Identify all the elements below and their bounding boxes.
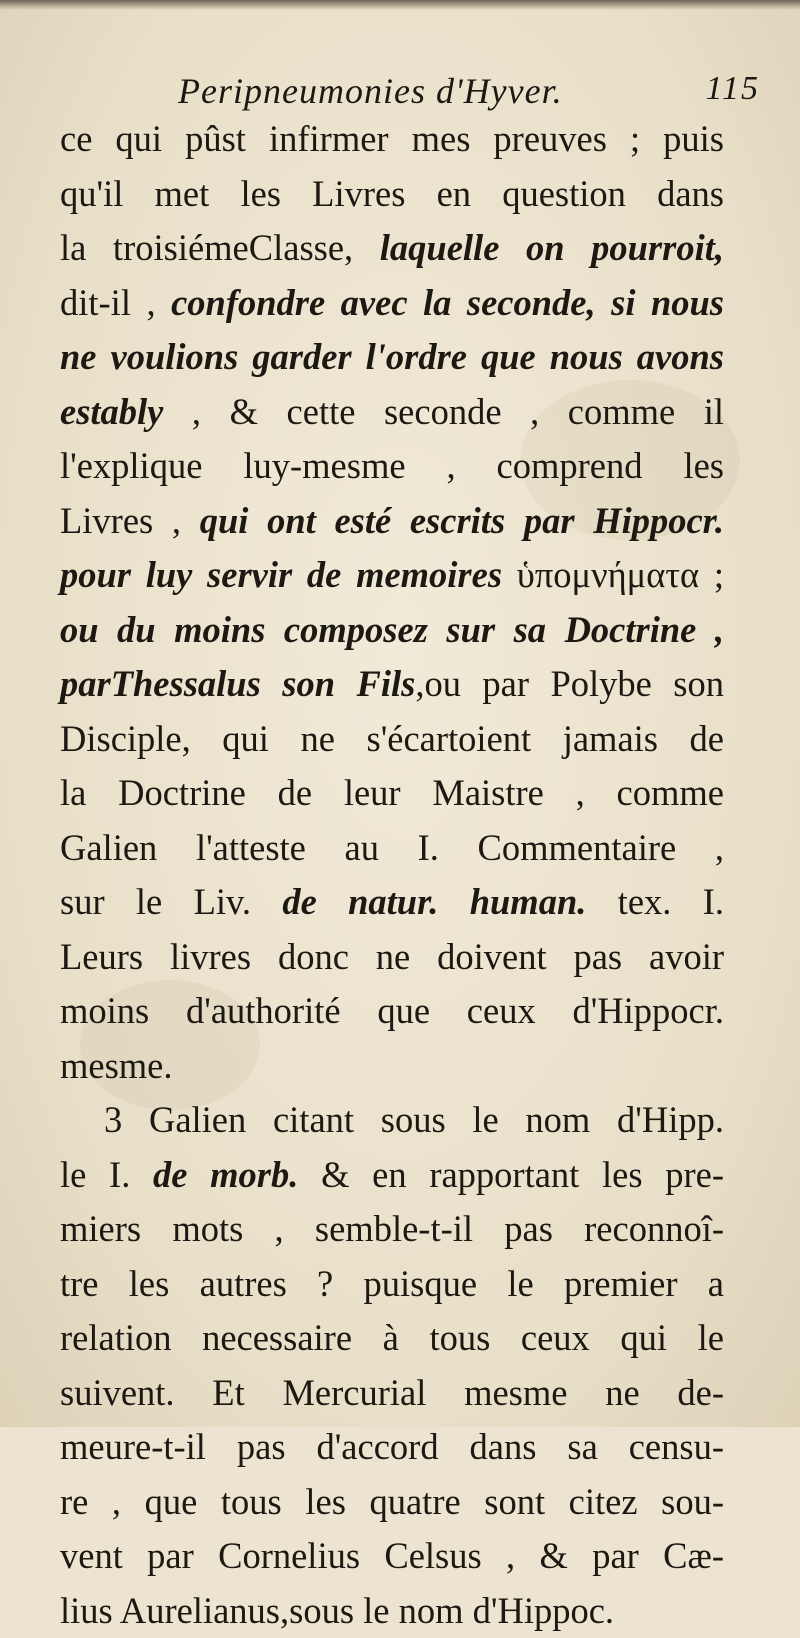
text-run: l'explique luy-mesme , comprend les — [60, 445, 724, 486]
text-run: 3 Galien citant sous le nom d'Hipp. — [104, 1099, 724, 1140]
text-line — [60, 330, 724, 385]
text-run: ὑπομνήματα ; — [502, 554, 724, 595]
text-line — [60, 712, 724, 767]
text-run: relation necessaire à tous ceux qui le — [60, 1317, 724, 1358]
text-run: vent par Cornelius Celsus , & par Cæ- — [60, 1535, 724, 1576]
text-line — [60, 494, 724, 549]
italic-text: de morb. — [153, 1154, 298, 1195]
text-run: sur le Liv. — [60, 881, 282, 922]
text-line — [60, 930, 724, 985]
text-run: Leurs livres donc ne doivent pas avoir — [60, 936, 724, 977]
text-run: ,ou par Polybe son — [415, 663, 724, 704]
page-top-edge — [0, 0, 800, 10]
text-line — [60, 439, 724, 494]
text-line — [60, 657, 724, 712]
body-text — [60, 112, 724, 1638]
italic-text: laquelle on pourroit, — [380, 227, 724, 268]
text-line — [60, 221, 724, 276]
text-run: & en rapportant les pre- — [298, 1154, 724, 1195]
text-run: qu'il met les Livres en question dans — [60, 173, 724, 214]
page-number: 115 — [706, 70, 760, 108]
text-line — [60, 875, 724, 930]
text-line — [60, 1529, 724, 1584]
text-run: la Doctrine de leur Maistre , comme — [60, 772, 724, 813]
text-run: ce qui pûst infirmer mes preuves ; puis — [60, 118, 724, 159]
italic-text: de natur. human. — [282, 881, 586, 922]
text-line — [60, 1148, 724, 1203]
italic-text: ou du moins composez sur sa Doctrine , — [60, 609, 724, 650]
text-run: dit-il , — [60, 282, 171, 323]
text-line — [60, 167, 724, 222]
text-run: mesme. — [60, 1045, 173, 1086]
text-run: moins d'authorité que ceux d'Hippocr. — [60, 990, 724, 1031]
running-head — [60, 70, 760, 114]
italic-text: ne voulions garder l'ordre que nous avons — [60, 336, 724, 377]
text-run: la troisiémeClasse, — [60, 227, 380, 268]
text-line — [60, 112, 724, 167]
text-line — [60, 276, 724, 331]
text-run: meure-t-il pas d'accord dans sa censu- — [60, 1426, 724, 1467]
text-run: Disciple, qui ne s'écartoient jamais de — [60, 718, 724, 759]
italic-text: qui ont esté escrits par Hippocr. — [200, 500, 724, 541]
text-run: Livres , — [60, 500, 200, 541]
text-line — [60, 603, 724, 658]
text-run: tex. I. — [586, 881, 724, 922]
text-line — [60, 1584, 724, 1638]
text-run: Galien l'atteste au I. Commentaire , — [60, 827, 724, 868]
italic-text: parThessalus son Fils — [60, 663, 415, 704]
text-run: tre les autres ? puisque le premier a — [60, 1263, 724, 1304]
italic-text: confondre avec la seconde, si nous — [171, 282, 724, 323]
text-run: miers mots , semble-t-il pas reconnoî- — [60, 1208, 724, 1249]
italic-text: estably — [60, 391, 163, 432]
text-line — [60, 1202, 724, 1257]
running-head-title: Peripneumonies d'Hyver. — [178, 70, 563, 112]
text-line — [60, 1311, 724, 1366]
text-line — [60, 984, 724, 1039]
text-line — [60, 1420, 724, 1475]
text-line — [60, 1039, 724, 1094]
text-line — [60, 1366, 724, 1421]
text-line — [60, 385, 724, 440]
italic-text: pour luy servir de memoires — [60, 554, 502, 595]
text-run: , & cette seconde , comme il — [163, 391, 724, 432]
text-run: suivent. Et Mercurial mesme ne de- — [60, 1372, 724, 1413]
text-line — [60, 1257, 724, 1312]
text-run: le I. — [60, 1154, 153, 1195]
text-line — [60, 1093, 724, 1148]
text-line — [60, 548, 724, 603]
text-line — [60, 1475, 724, 1530]
text-run: re , que tous les quatre sont citez sou- — [60, 1481, 724, 1522]
text-line — [60, 766, 724, 821]
text-run: lius Aurelianus,sous le nom d'Hippoc. — [60, 1590, 614, 1631]
text-line — [60, 821, 724, 876]
